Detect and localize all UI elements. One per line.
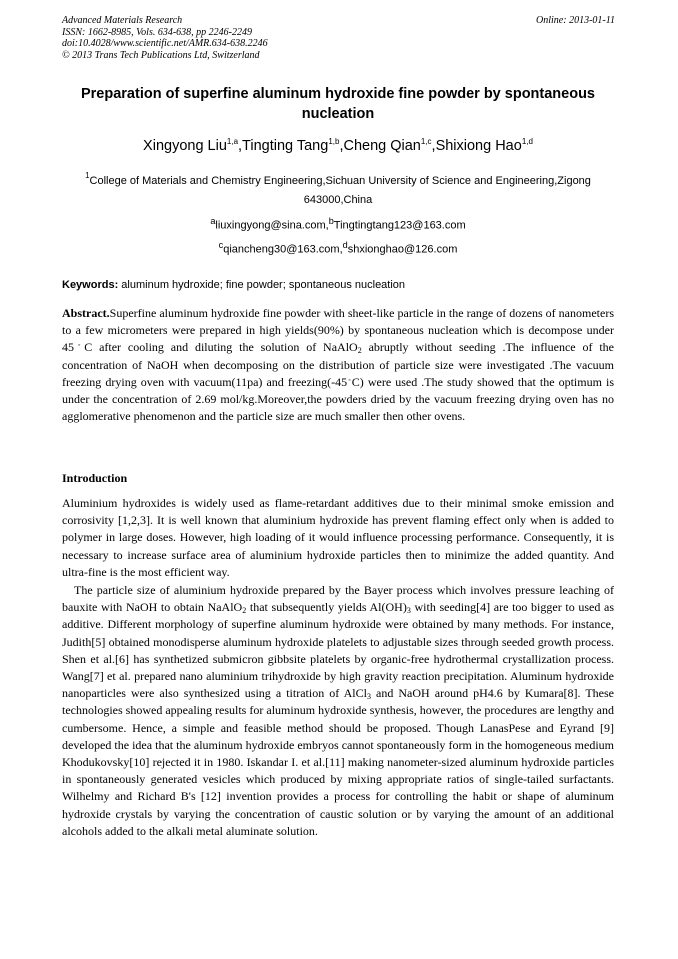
email-mark: c xyxy=(218,240,224,250)
email-line-1 xyxy=(62,214,614,234)
paper-title: Preparation of superfine aluminum hydroxide fine powder by spontaneous nucleation xyxy=(80,86,595,122)
paragraph-text: and NaOH around pH4.6 by Kumara[8]. These technologies showed appealing results for aluminum hydroxide synthesis, however, the procedures are lengthy and cumbersome. Hence, a simple and feasible method should be proposed. Though LanasPese and Eyrand [9] developed the idea that the aluminum hydroxide embryos cannot spontaneously form in the homogeneous medium Khodukovsky[10] rejected it in 1980. Iskandar I. et al.[11] making nanometer-sized aluminum hydroxide particles in spontaneously generated vesicles which produced by mixing appropriate ratios of single-tailed surfactants. Wilhelmy and Richard B's [12] invention provides a process for controlling the habit or shape of aluminum hydroxide crystals by varying the concentration of caustic solution or by varying the amount of an additional alcohols added to the alkali metal aluminate solution. xyxy=(62,686,614,838)
affiliation-mark: 1 xyxy=(85,171,90,180)
keywords-text: aluminum hydroxide; fine powder; spontaneous nucleation xyxy=(118,279,406,291)
paragraph-text: that subsequently yields Al(OH) xyxy=(246,600,407,615)
degree-mark: ◦ xyxy=(347,375,352,384)
abstract xyxy=(62,305,614,425)
doi-line: doi:10.4028/www.scientific.net/AMR.634-638.2246 xyxy=(62,38,268,49)
subscript: 2 xyxy=(357,346,362,356)
keywords-label: Keywords: xyxy=(62,279,119,291)
author-list: Xingyong Liu$^{1,a}$,Tingting Tang$^{1,b}$,Cheng Qian$^{1,c}$,Shixiong Hao$^{1,d}$ xyxy=(143,137,533,154)
journal-header xyxy=(62,15,268,61)
intro-paragraph-2 xyxy=(62,582,614,840)
affiliation xyxy=(62,172,614,210)
subscript: 3 xyxy=(406,606,411,616)
issn-line: ISSN: 1662-8985, Vols. 634-638, pp 2246-2249 xyxy=(62,26,252,38)
email-mark: d xyxy=(342,240,348,250)
subscript: 3 xyxy=(366,692,371,702)
abstract-text: C) were used .The study showed that the optimum is under the concentration of 2.69 mol/kg.Moreover,the powders dried by the vacuum freezing drying oven has no agglomerative phenomenon and the particle size are much smaller then other ovens. xyxy=(62,374,615,424)
author-name: Cheng Qian xyxy=(343,138,421,154)
intro-paragraph-1: Aluminium hydroxides is widely used as flame-retardant additives due to their minimal smoke emission and corrosivity [1,2,3]. It is well known that aluminium hydroxide has prevent flaming effect only when is added to polymer in large doses. However, high loading of it would influence processing performance. Consequently, it is necessary to increase surface area of aluminium hydroxide particles then to minimize the added quantity. And ultra-fine is the most efficient way. xyxy=(62,496,614,579)
author-name: Shixiong Hao xyxy=(435,138,522,154)
abstract-label: Abstract. xyxy=(62,306,110,320)
affiliation-text: College of Materials and Chemistry Engineering,Sichuan University of Science and Engineering,Zigong 643000,China xyxy=(89,175,591,206)
email-address: qiancheng30@163.com, xyxy=(223,243,343,256)
author-name: Tingting Tang xyxy=(242,138,329,154)
paragraph-text: The particle size of aluminium hydroxide prepared by the Bayer process which involves pressure leaching of bauxite with NaOH to obtain NaAlO xyxy=(62,583,614,615)
journal-name: Advanced Materials Research xyxy=(62,15,183,26)
email-address: Tingtingtang123@163.com xyxy=(333,219,466,232)
abstract-text: C after cooling and diluting the solution of NaAlO xyxy=(84,340,358,355)
author-name: Xingyong Liu xyxy=(143,138,227,154)
online-date: Online: 2013-01-11 xyxy=(536,15,615,26)
email-line-2 xyxy=(62,238,614,258)
author-affiliation-mark: 1,b xyxy=(328,137,340,146)
email-address: shxionghao@126.com xyxy=(347,243,458,256)
subscript: 2 xyxy=(242,606,247,616)
abstract-text: Superfine aluminum hydroxide fine powder with sheet-like particle in the range of dozens of nanometers to a few micrometers were prepared in high yields(90%) by spontaneous nucleation which is decompose under 45 xyxy=(62,306,614,355)
author-affiliation-mark: 1,a xyxy=(226,137,239,146)
author-affiliation-mark: 1,c xyxy=(420,137,432,146)
section-heading-introduction: Introduction xyxy=(62,471,128,485)
email-mark: a xyxy=(210,216,216,226)
abstract-text: abruptly without seeding .The influence of the concentration of NaOH when decomposing on the distribution of particle size were investigated .The vacuum freezing drying oven with vacuum(11pa) and freezing(-45 xyxy=(62,340,614,389)
degree-mark: ◦ xyxy=(74,341,85,350)
author-affiliation-mark: 1,d xyxy=(521,137,533,146)
paragraph-text: with seeding[4] are too bigger to used as additive. Different morphology of superfine aluminum hydroxide were obtained by many methods. For instance, Judith[5] obtained monodisperse aluminum hydroxide platelets to adjustable sizes through seeded growth process. Shen et al.[6] has synthetized submicron gibbsite platelets by organic-free hydrothermal crystallization process. Wang[7] et al. prepared nano aluminium trihydroxide by high gravity reaction precipitation. Aluminum hydroxide nanoparticles were also synthesized using a titration of AlCl xyxy=(62,600,614,701)
email-address: liuxingyong@sina.com, xyxy=(215,219,329,232)
keywords xyxy=(62,278,614,293)
copyright-line: © 2013 Trans Tech Publications Ltd, Switzerland xyxy=(62,49,260,61)
email-mark: b xyxy=(328,216,334,226)
